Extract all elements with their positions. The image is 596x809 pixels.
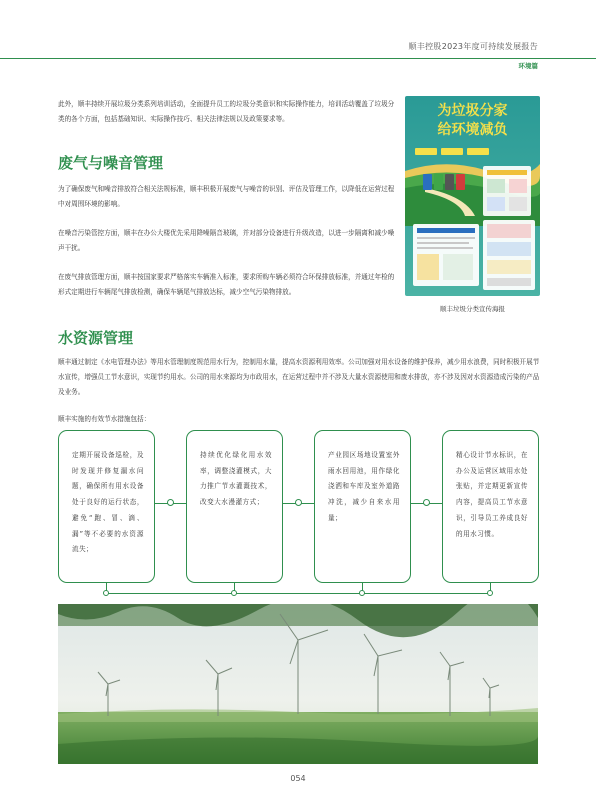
page-number: 054	[290, 774, 306, 783]
report-title: 顺丰控股2023年度可持续发展报告	[408, 42, 538, 51]
waste-sorting-poster	[405, 96, 540, 296]
section-label: 环境篇	[518, 62, 538, 70]
measure-text-1: 定期开展设备巡检，及时发现并修复漏水问题，确保所有用水设备处于良好的运行状态，避免“跑、冒、滴、漏”等不必要的水资源流失；	[72, 451, 144, 554]
waste-noise-paragraph-1: 为了确保废气和噪音排放符合相关法规标准，顺丰积极开展废气与噪音的识别、评估及管理工作，以降低在运营过程中对周围环境的影响。	[58, 185, 395, 208]
measure-card-4	[442, 430, 539, 583]
wind-turbine-photo	[58, 604, 538, 764]
connector-dot-2	[295, 499, 302, 506]
bottom-dot-1	[103, 590, 109, 596]
water-paragraph-1: 顺丰通过制定《水电管理办法》等用水管理制度规范用水行为，控制用水量，提高水资源利用效率。公司加强对用水设备的维护保养，减少用水浪费，同时积极开展节水宣传，增强员工节水意识，实现节约用水。公司的用水来源均为市政用水，在运营过程中并不涉及大量水资源使用和废水排放，亦不涉及因对水资源造成污染的产品及业务。	[58, 358, 540, 396]
water-paragraph-2: 顺丰实施的有效节水措施包括：	[58, 415, 151, 423]
measure-card-3	[314, 430, 411, 583]
poster-caption: 顺丰垃圾分类宣传海报	[440, 305, 505, 313]
bottom-dot-4	[487, 590, 493, 596]
wind-field-image	[58, 604, 538, 764]
measure-text-4: 精心设计节水标识，在办公及运营区域用水处张贴，并定期更新宣传内容，提高员工节水意识，引导员工养成良好的用水习惯。	[456, 451, 528, 538]
bottom-dot-2	[231, 590, 237, 596]
waste-noise-paragraph-2: 在噪音污染管控方面，顺丰在办公大楼优先采用降噪隔音玻璃，并对部分设备进行升级改造，以进一步隔离和减少噪声干扰。	[58, 229, 395, 252]
connector-dot-1	[167, 499, 174, 506]
connector-dot-3	[423, 499, 430, 506]
measure-text-2: 持续优化绿化用水效率，调整浇灌模式，大力推广节水灌溉技术，改变大水漫灌方式；	[200, 451, 272, 507]
measure-text-3: 产业园区场地设置室外雨水回用池，用作绿化浇洒和车库及室外道路冲洗，减少自来水用量；	[328, 451, 400, 522]
poster-title-line-1: 为垃圾分家	[437, 103, 508, 119]
bottom-connector	[106, 593, 491, 594]
water-measures-flow	[58, 430, 538, 600]
waste-noise-paragraph-3: 在废气排放管理方面，顺丰按国家要求严格落实车辆准入标准，要求所购车辆必须符合环保排放标准，并通过年检的形式定期进行车辆尾气排放检测，确保车辆尾气排放达标，减少空气污染物排放。	[58, 273, 395, 296]
measure-card-2	[186, 430, 283, 583]
bottom-dot-3	[359, 590, 365, 596]
poster-title-line-2: 给环境减负	[437, 122, 508, 138]
intro-paragraph: 此外，顺丰持续开展垃圾分类系列培训活动，全面提升员工的垃圾分类意识和实际操作能力，培训活动覆盖了垃圾分类的各个方面，包括基础知识、实际操作技巧、相关法律法规以及政策要求等。	[58, 100, 395, 123]
measure-card-1	[58, 430, 155, 583]
header-divider	[0, 58, 596, 59]
waste-noise-heading: 废气与噪音管理	[58, 154, 164, 172]
water-heading: 水资源管理	[58, 329, 134, 347]
